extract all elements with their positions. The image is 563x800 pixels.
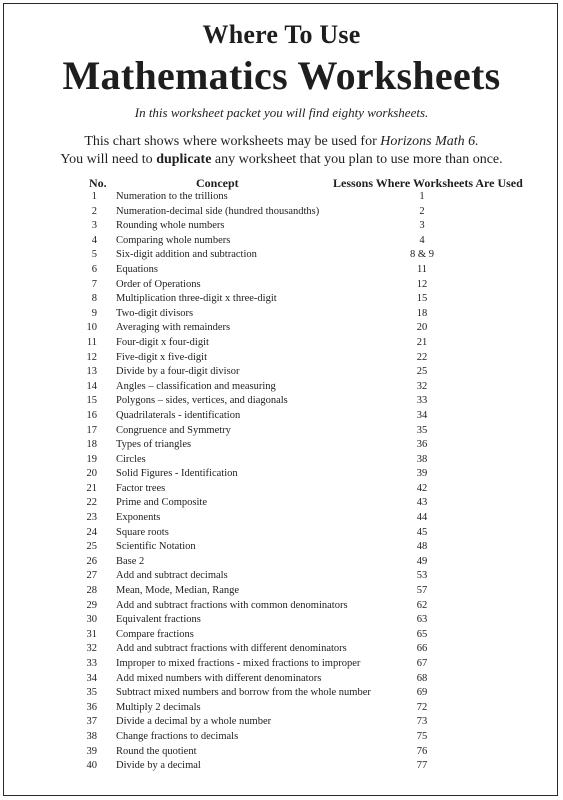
row-concept: Equivalent fractions (116, 614, 201, 626)
row-lessons: 35 (416, 424, 428, 436)
subtitle: In this worksheet packet you will find eighty worksheets. (134, 105, 429, 120)
row-lessons: 69 (416, 687, 428, 699)
row-lessons: 63 (416, 614, 428, 626)
row-concept: Two-digit divisors (116, 307, 194, 319)
intro-line-2-suffix: any worksheet that you plan to use more than once. (211, 152, 503, 167)
row-lessons: 18 (416, 307, 428, 319)
table-row (0, 438, 563, 453)
row-number: 18 (86, 439, 97, 451)
row-lessons: 22 (416, 351, 428, 363)
row-concept: Round the quotient (116, 745, 197, 757)
table-row (0, 205, 563, 220)
row-concept: Comparing whole numbers (116, 234, 231, 246)
table-row (0, 307, 563, 322)
row-lessons: 39 (416, 468, 428, 480)
row-concept: Numeration-decimal side (hundred thousandths) (116, 205, 320, 217)
row-number: 7 (91, 278, 97, 290)
table-row (0, 686, 563, 701)
table-row (0, 351, 563, 366)
row-concept: Add mixed numbers with different denominators (116, 672, 322, 684)
row-number: 9 (91, 307, 97, 319)
table-row (0, 482, 563, 497)
row-number: 6 (91, 263, 97, 275)
row-lessons: 49 (416, 555, 428, 567)
row-lessons: 53 (416, 570, 428, 582)
row-number: 14 (86, 380, 97, 392)
row-number: 25 (86, 541, 97, 553)
intro-line-2 (0, 152, 563, 168)
row-lessons: 12 (416, 278, 428, 290)
row-concept: Factor trees (116, 482, 166, 494)
row-number: 22 (86, 497, 97, 509)
row-number: 17 (86, 424, 97, 436)
table-row (0, 613, 563, 628)
row-lessons: 48 (416, 541, 428, 553)
row-concept: Types of triangles (116, 439, 192, 451)
row-number: 8 (91, 293, 97, 305)
row-lessons: 68 (416, 672, 428, 684)
row-number: 40 (86, 760, 97, 772)
table-row (0, 540, 563, 555)
row-concept: Six-digit addition and subtraction (116, 249, 257, 261)
row-number: 5 (91, 249, 97, 261)
row-lessons: 33 (416, 395, 428, 407)
worksheet-table (0, 190, 563, 774)
row-lessons: 38 (416, 453, 428, 465)
table-row (0, 701, 563, 716)
table-row (0, 263, 563, 278)
table-row (0, 657, 563, 672)
table-row (0, 628, 563, 643)
table-row (0, 219, 563, 234)
row-concept: Improper to mixed fractions - mixed fractions to improper (116, 658, 361, 669)
row-lessons: 42 (416, 482, 428, 494)
row-number: 19 (86, 453, 97, 465)
column-header-lessons: Lessons Where Worksheets Are Used (333, 176, 523, 190)
row-lessons: 1 (419, 191, 425, 202)
table-row (0, 511, 563, 526)
book-title: Horizons Math 6. (380, 134, 479, 149)
row-number: 20 (86, 468, 97, 480)
table-row (0, 496, 563, 511)
row-lessons: 34 (416, 409, 428, 421)
row-concept: Averaging with remainders (116, 322, 231, 334)
table-row (0, 467, 563, 482)
page-title: Mathematics Worksheets (62, 53, 501, 98)
row-number: 29 (86, 599, 97, 611)
row-number: 38 (86, 730, 97, 742)
row-lessons: 11 (416, 263, 428, 275)
row-lessons: 2 (419, 205, 425, 217)
table-row (0, 453, 563, 468)
row-number: 11 (86, 336, 97, 348)
table-row (0, 745, 563, 760)
row-number: 31 (86, 628, 97, 640)
intro-line-1 (0, 134, 563, 150)
table-row (0, 394, 563, 409)
table-row (0, 526, 563, 541)
row-concept: Change fractions to decimals (116, 730, 239, 742)
row-number: 12 (86, 351, 97, 363)
row-number: 21 (86, 482, 97, 494)
row-lessons: 8 & 9 (410, 249, 434, 261)
row-lessons: 77 (416, 760, 428, 772)
row-lessons: 66 (416, 643, 428, 655)
row-concept: Divide a decimal by a whole number (116, 716, 272, 728)
row-lessons: 15 (416, 293, 428, 305)
row-concept: Mean, Mode, Median, Range (116, 585, 240, 597)
row-concept: Compare fractions (116, 628, 194, 640)
table-row (0, 584, 563, 599)
row-lessons: 62 (416, 599, 428, 611)
row-concept: Solid Figures - Identification (116, 468, 238, 480)
table-row (0, 365, 563, 380)
row-concept: Prime and Composite (116, 497, 207, 509)
row-number: 16 (86, 409, 97, 421)
row-concept: Angles – classification and measuring (116, 380, 276, 392)
row-concept: Rounding whole numbers (116, 220, 225, 232)
table-row (0, 336, 563, 351)
intro-line-1-text: This chart shows where worksheets may be used for (84, 134, 381, 149)
table-row (0, 190, 563, 205)
row-lessons: 75 (416, 730, 428, 742)
row-lessons: 45 (416, 526, 428, 538)
row-concept: Add and subtract decimals (116, 570, 228, 582)
row-number: 3 (91, 220, 97, 232)
row-number: 24 (86, 526, 97, 538)
table-row (0, 424, 563, 439)
row-lessons: 44 (416, 512, 428, 524)
row-lessons: 4 (419, 234, 425, 246)
table-row (0, 278, 563, 293)
row-concept: Subtract mixed numbers and borrow from the whole number (116, 687, 371, 699)
row-lessons: 32 (416, 380, 428, 392)
row-number: 26 (86, 555, 97, 567)
row-lessons: 36 (416, 439, 428, 451)
table-row (0, 599, 563, 614)
row-lessons: 3 (419, 220, 425, 232)
row-concept: Numeration to the trillions (116, 191, 228, 202)
table-row (0, 380, 563, 395)
row-number: 4 (91, 234, 97, 246)
intro-emphasis: duplicate (156, 152, 212, 167)
table-row (0, 715, 563, 730)
row-lessons: 21 (416, 336, 428, 348)
row-lessons: 25 (416, 366, 428, 378)
table-row (0, 672, 563, 687)
row-lessons: 57 (416, 585, 428, 597)
row-number: 30 (86, 614, 97, 626)
row-lessons: 67 (416, 658, 428, 669)
row-concept: Divide by a decimal (116, 760, 201, 772)
row-number: 32 (86, 643, 97, 655)
row-concept: Quadrilaterals - identification (116, 409, 241, 421)
table-row (0, 409, 563, 424)
row-concept: Circles (116, 453, 146, 465)
row-concept: Congruence and Symmetry (116, 424, 231, 436)
row-lessons: 20 (416, 322, 428, 334)
row-concept: Multiply 2 decimals (116, 701, 201, 713)
table-row (0, 248, 563, 263)
row-number: 37 (86, 716, 97, 728)
row-concept: Exponents (116, 512, 161, 524)
row-number: 23 (86, 512, 97, 524)
intro-line-2-prefix: You will need to (60, 152, 157, 167)
row-number: 27 (86, 570, 97, 582)
row-number: 34 (86, 672, 97, 684)
row-concept: Divide by a four-digit divisor (116, 366, 240, 378)
row-concept: Multiplication three-digit x three-digit (116, 293, 277, 305)
table-row (0, 234, 563, 249)
row-concept: Scientific Notation (116, 541, 196, 553)
table-row (0, 555, 563, 570)
row-lessons: 43 (416, 497, 428, 509)
row-lessons: 73 (416, 716, 428, 728)
row-concept: Polygons – sides, vertices, and diagonals (116, 395, 288, 407)
row-number: 33 (86, 658, 97, 669)
row-lessons: 65 (416, 628, 428, 640)
column-header-concept: Concept (196, 176, 239, 190)
row-number: 35 (86, 687, 97, 699)
row-lessons: 76 (416, 745, 428, 757)
row-number: 13 (86, 366, 97, 378)
row-number: 39 (86, 745, 97, 757)
row-concept: Equations (116, 263, 158, 275)
row-concept: Add and subtract fractions with common denominators (116, 599, 348, 611)
row-concept: Order of Operations (116, 278, 201, 290)
row-concept: Base 2 (116, 555, 145, 567)
row-number: 15 (86, 395, 97, 407)
row-number: 28 (86, 585, 97, 597)
row-number: 36 (86, 701, 97, 713)
table-row (0, 569, 563, 584)
table-row (0, 730, 563, 745)
row-concept: Add and subtract fractions with different denominators (116, 643, 347, 655)
row-concept: Four-digit x four-digit (116, 336, 209, 348)
table-row (0, 642, 563, 657)
table-row (0, 321, 563, 336)
row-concept: Five-digit x five-digit (116, 351, 207, 363)
row-number: 1 (91, 191, 97, 202)
row-concept: Square roots (116, 526, 169, 538)
table-row (0, 292, 563, 307)
row-lessons: 72 (416, 701, 428, 713)
title-line-1: Where To Use (202, 20, 361, 49)
row-number: 10 (86, 322, 97, 334)
table-row (0, 759, 563, 774)
column-header-no: No. (89, 176, 107, 190)
row-number: 2 (91, 205, 97, 217)
